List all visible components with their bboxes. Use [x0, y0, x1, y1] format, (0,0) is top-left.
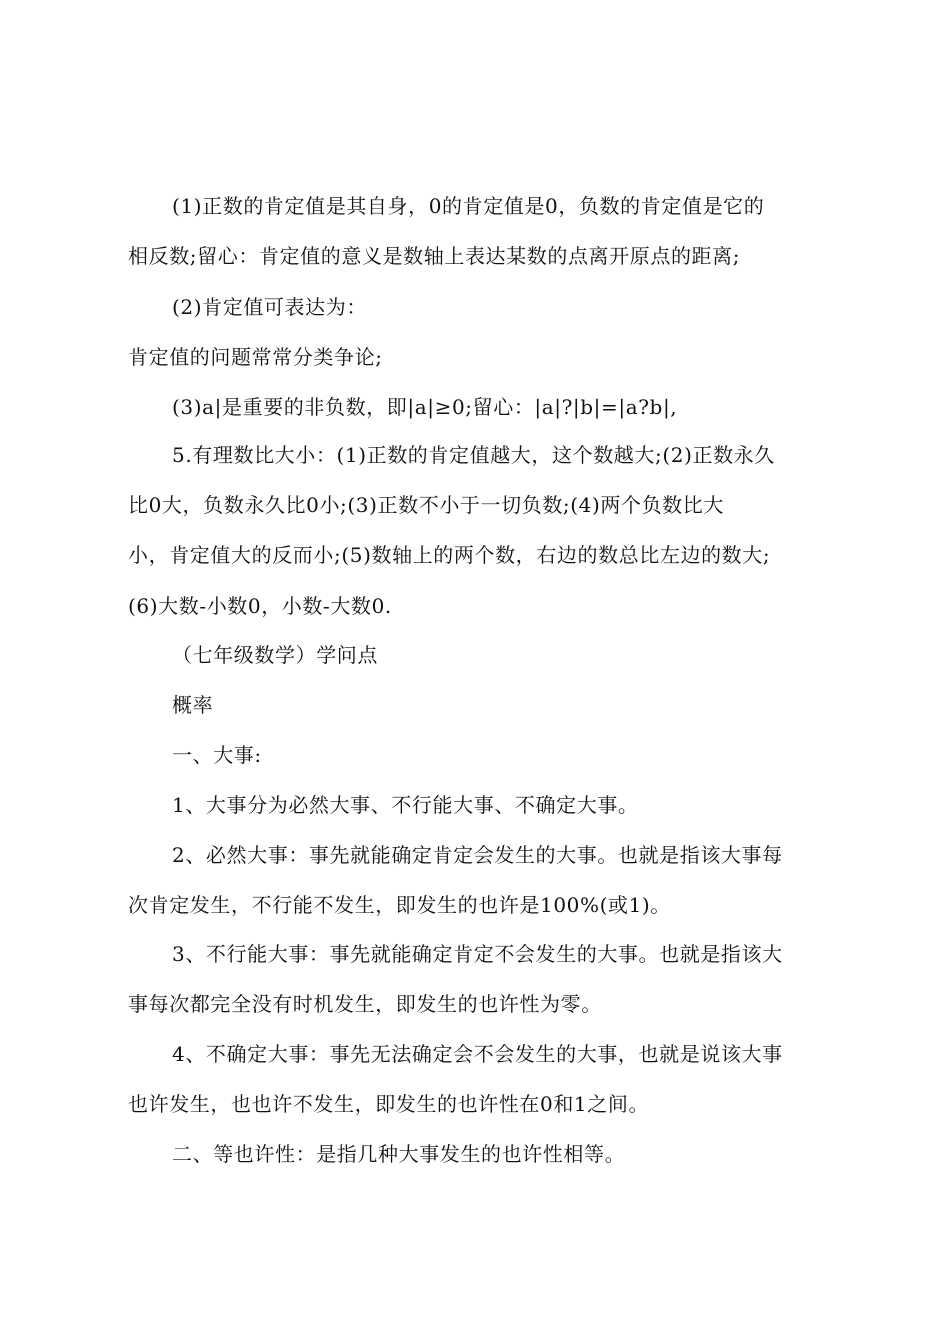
paragraph-line: 次肯定发生，不行能不发生，即发生的也许是100%(或1)。 [128, 893, 671, 917]
paragraph-line: 比0大，负数永久比0小;(3)正数不小于一切负数;(4)两个负数比大 [128, 493, 724, 517]
paragraph-line: 也许发生，也也许不发生，即发生的也许性在0和1之间。 [128, 1092, 650, 1116]
paragraph-line: 5.有理数比大小：(1)正数的肯定值越大，这个数越大;(2)正数永久 [172, 443, 775, 467]
paragraph-line: 相反数;留心：肯定值的意义是数轴上表达某数的点离开原点的距离; [128, 244, 741, 268]
paragraph-line: 1、大事分为必然大事、不行能大事、不确定大事。 [172, 793, 639, 817]
section-heading: （七年级数学）学问点 [172, 643, 378, 667]
paragraph-line: 肯定值的问题常常分类争论; [128, 345, 383, 369]
paragraph-line: 3、不行能大事：事先就能确定肯定不会发生的大事。也就是指该大 [172, 942, 783, 966]
paragraph-line: (1)正数的肯定值是其自身，0的肯定值是0，负数的肯定值是它的 [172, 194, 765, 218]
section-heading: 概率 [172, 693, 214, 717]
paragraph-line: 小，肯定值大的反而小;(5)数轴上的两个数，右边的数总比左边的数大; [128, 543, 771, 567]
paragraph-line: 二、等也许性：是指几种大事发生的也许性相等。 [172, 1142, 626, 1166]
paragraph-line: (3)a|是重要的非负数，即|a|≥0;留心：|a|?|b|=|a?b|, [172, 395, 678, 419]
subsection-heading: 一、大事: [172, 743, 262, 767]
paragraph-line: 4、不确定大事：事先无法确定会不会发生的大事，也就是说该大事 [172, 1042, 783, 1066]
paragraph-line: 2、必然大事：事先就能确定肯定会发生的大事。也就是指该大事每 [172, 843, 783, 867]
paragraph-line: (2)肯定值可表达为： [172, 295, 367, 319]
paragraph-line: 事每次都完全没有时机发生，即发生的也许性为零。 [128, 992, 602, 1016]
paragraph-line: (6)大数-小数0，小数-大数0. [128, 594, 392, 618]
